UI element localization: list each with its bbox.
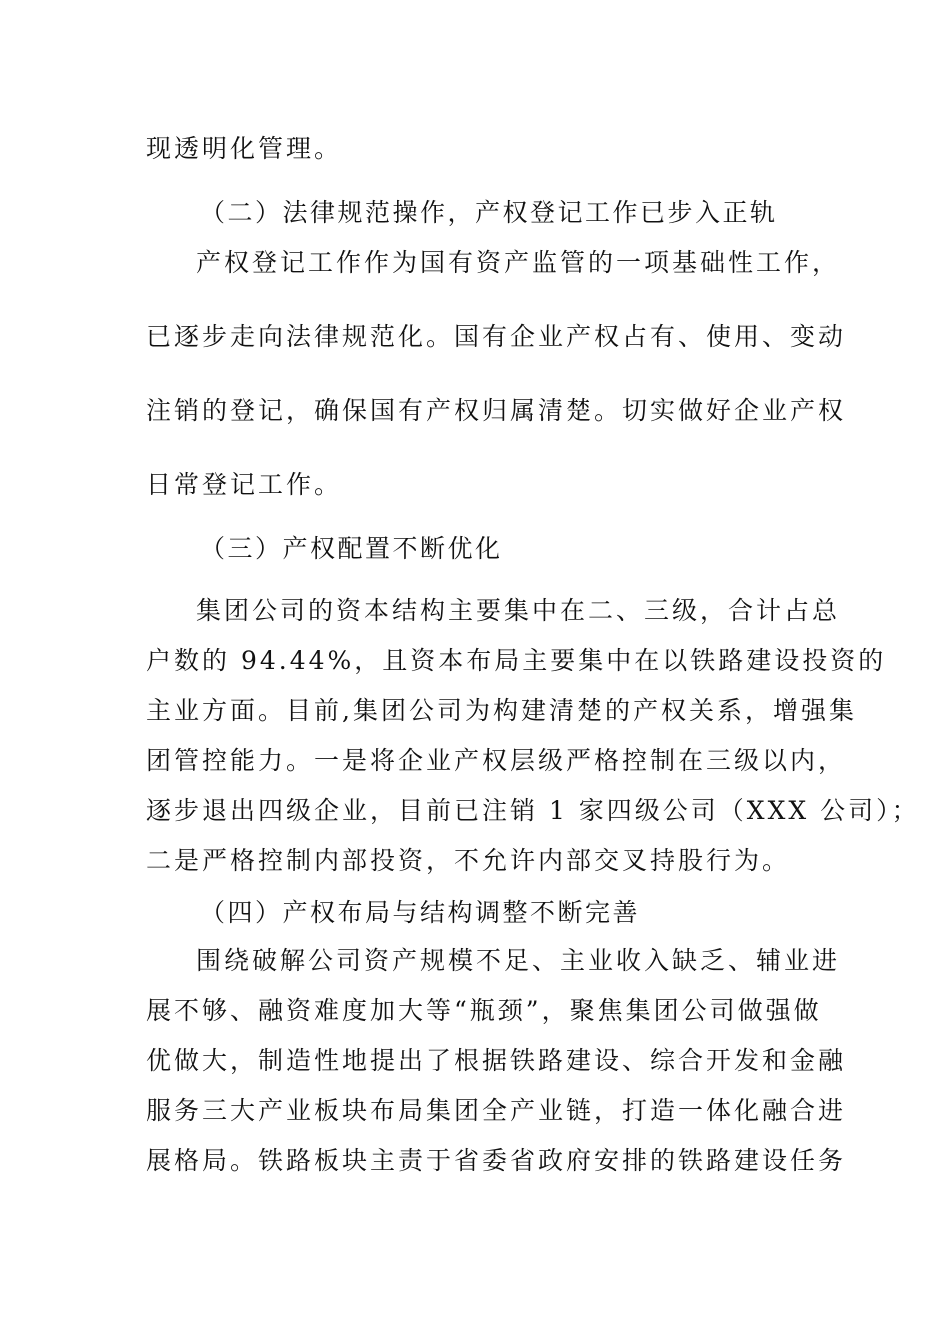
paragraph-line: 已逐步走向法律规范化。国有企业产权占有、使用、变动 — [146, 322, 847, 351]
section-heading-4: （四）产权布局与结构调整不断完善 — [200, 898, 641, 927]
paragraph-line: 日常登记工作。 — [146, 470, 343, 499]
paragraph-line: 服务三大产业板块布局集团全产业链，打造一体化融合进 — [146, 1096, 847, 1125]
paragraph-line: 团管控能力。一是将企业产权层级严格控制在三级以内， — [146, 746, 847, 775]
paragraph-line: 集团公司的资本结构主要集中在二、三级，合计占总 — [196, 596, 841, 625]
paragraph-line: 产权登记工作作为国有资产监管的一项基础性工作， — [196, 248, 841, 277]
section-heading-2: （二）法律规范操作，产权登记工作已步入正轨 — [200, 198, 778, 227]
paragraph-line: 户数的 94.44%，且资本布局主要集中在以铁路建设投资的 — [146, 646, 887, 675]
paragraph-line: 主业方面。目前,集团公司为构建清楚的产权关系，增强集 — [146, 696, 857, 725]
paragraph-line: 二是严格控制内部投资，不允许内部交叉持股行为。 — [146, 846, 791, 875]
paragraph-line: 围绕破解公司资产规模不足、主业收入缺乏、辅业进 — [196, 946, 841, 975]
paragraph-line: 展格局。铁路板块主责于省委省政府安排的铁路建设任务 — [146, 1146, 847, 1175]
paragraph-line: 现透明化管理。 — [146, 134, 343, 163]
paragraph-line: 优做大，制造性地提出了根据铁路建设、综合开发和金融 — [146, 1046, 847, 1075]
section-heading-3: （三）产权配置不断优化 — [200, 534, 503, 563]
paragraph-line: 展不够、融资难度加大等“瓶颈”，聚焦集团公司做强做 — [146, 996, 822, 1025]
paragraph-line: 逐步退出四级企业，目前已注销 1 家四级公司（XXX 公司）； — [146, 796, 920, 825]
paragraph-line: 注销的登记，确保国有产权归属清楚。切实做好企业产权 — [146, 396, 847, 425]
